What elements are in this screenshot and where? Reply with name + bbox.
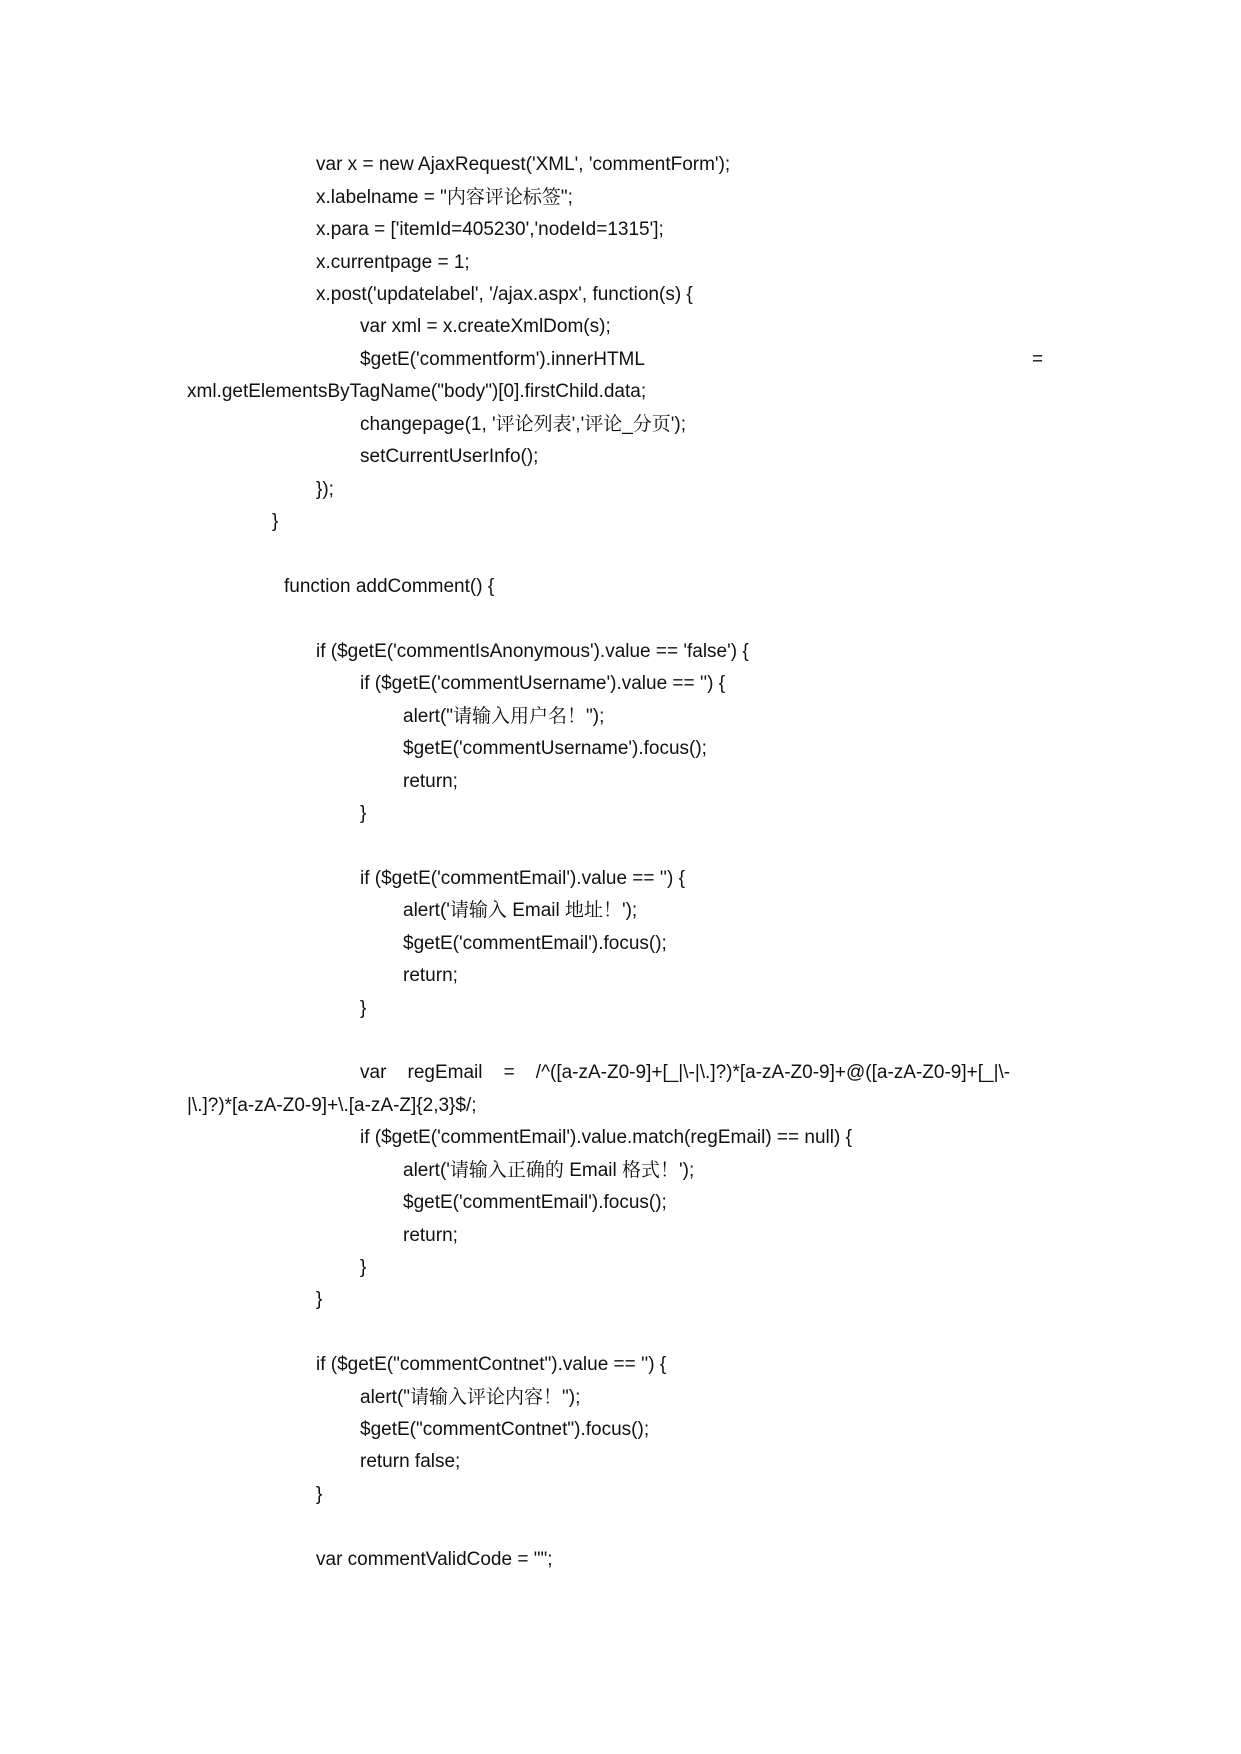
code-line: x.post('updatelabel', '/ajax.aspx', function(s) { <box>316 284 693 305</box>
code-line: } <box>360 1257 367 1278</box>
code-line: } <box>360 998 367 1019</box>
code-line: setCurrentUserInfo(); <box>360 446 539 467</box>
code-line: = <box>1032 349 1044 370</box>
code-line: alert("请输入评论内容！"); <box>360 1387 581 1408</box>
code-line: $getE('commentform').innerHTML <box>360 349 645 370</box>
code-line: if ($getE('commentEmail').value.match(regEmail) == null) { <box>360 1127 852 1148</box>
code-line: xml.getElementsByTagName("body")[0].firstChild.data; <box>187 381 647 402</box>
code-line: } <box>316 1289 323 1310</box>
code-line: alert('请输入正确的 Email 格式！'); <box>403 1160 695 1181</box>
code-line: var x = new AjaxRequest('XML', 'commentForm'); <box>316 154 731 175</box>
code-line: var xml = x.createXmlDom(s); <box>360 316 611 337</box>
code-line: alert("请输入用户名！"); <box>403 706 605 727</box>
code-line: var regEmail = /^([a-zA-Z0-9]+[_|\-|\.]?)*[a-zA-Z0-9]+@([a-zA-Z0-9]+[_|\- <box>360 1062 1011 1083</box>
code-line: |\.]?)*[a-zA-Z0-9]+\.[a-zA-Z]{2,3}$/; <box>187 1095 477 1116</box>
code-line: return; <box>403 1225 458 1246</box>
code-line: }); <box>316 479 334 500</box>
code-line: if ($getE('commentUsername').value == '') { <box>360 673 726 694</box>
code-line: } <box>360 803 367 824</box>
code-line: $getE('commentEmail').focus(); <box>403 1192 667 1213</box>
code-line: function addComment() { <box>284 576 495 597</box>
code-line: if ($getE('commentEmail').value == '') { <box>360 868 685 889</box>
code-line: x.currentpage = 1; <box>316 252 470 273</box>
code-line: $getE('commentUsername').focus(); <box>403 738 707 759</box>
code-line: if ($getE('commentIsAnonymous').value == 'false') { <box>316 641 749 662</box>
code-line: changepage(1, '评论列表','评论_分页'); <box>360 414 687 435</box>
code-line: if ($getE("commentContnet").value == '') { <box>316 1354 667 1375</box>
code-line: return; <box>403 965 458 986</box>
code-line: var commentValidCode = ""; <box>316 1549 553 1570</box>
code-line: return false; <box>360 1451 461 1472</box>
code-line: } <box>316 1484 323 1505</box>
code-line: x.para = ['itemId=405230','nodeId=1315']; <box>316 219 664 240</box>
code-line: } <box>272 511 279 532</box>
code-line: alert('请输入 Email 地址！'); <box>403 900 638 921</box>
code-line: $getE('commentEmail').focus(); <box>403 933 667 954</box>
code-line: x.labelname = "内容评论标签"; <box>316 187 573 208</box>
code-line: $getE("commentContnet").focus(); <box>360 1419 650 1440</box>
code-line: return; <box>403 771 458 792</box>
